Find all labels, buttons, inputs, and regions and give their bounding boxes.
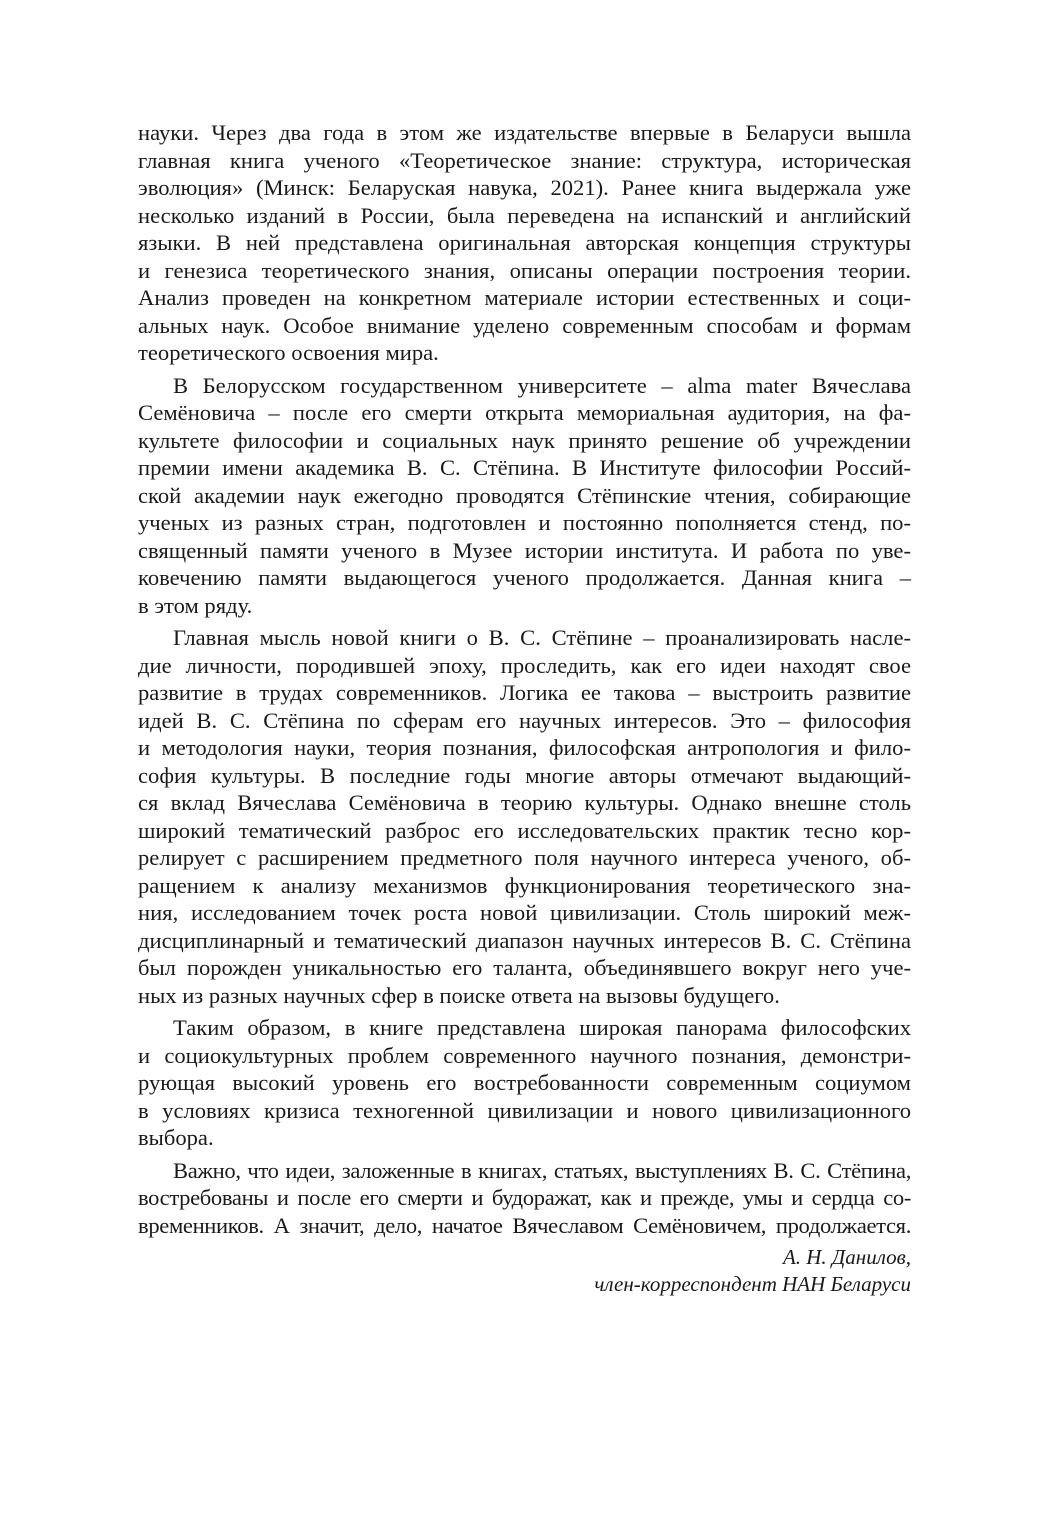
paragraph-4 xyxy=(138,1014,911,1152)
text-line: дие личности, породившей эпоху, проследить, как его идеи находят свое xyxy=(138,652,911,678)
text-line: премии имени академика В. С. Стёпина. В Институте философии Россий- xyxy=(138,455,911,480)
text-line: священный памяти ученого в Музее истории института. И работа по уве- xyxy=(138,537,911,563)
text-line: ращением к анализу механизмов функционирования теоретического зна- xyxy=(138,872,911,898)
text-line: языки. В ней представлена оригинальная авторская концепция структуры xyxy=(138,230,911,255)
text-line: в этом ряду. xyxy=(138,592,253,618)
text-line: эволюция» (Минск: Беларуская навука, 2021). Ранее книга выдержала уже xyxy=(138,175,911,200)
text-line: дисциплинарный и тематический диапазон научных интересов В. С. Стёпина xyxy=(138,927,911,953)
text-line: Семёновича – после его смерти открыта мемориальная аудитория, на фа- xyxy=(138,400,911,425)
text-line: ных из разных научных сфер в поиске ответа на вызовы будущего. xyxy=(138,982,780,1008)
document-page xyxy=(138,119,911,1298)
text-line: и методология науки, теория познания, философская антропология и фило- xyxy=(138,735,911,760)
text-line: культете философии и социальных наук принято решение об учреждении xyxy=(138,427,911,453)
text-line: релирует с расширением предметного поля научного интереса ученого, об- xyxy=(138,845,911,870)
text-line: ковечению памяти выдающегося ученого продолжается. Данная книга – xyxy=(138,565,911,590)
text-line: широкий тематический разброс его исследовательских практик тесно кор- xyxy=(138,817,911,843)
text-line: главная книга ученого «Теоретическое знание: структура, историческая xyxy=(138,147,911,173)
text-line: несколько изданий в России, была переведена на испанский и английский xyxy=(138,202,911,228)
text-line: В Белорусском государственном университете – alma mater Вячеслава xyxy=(173,372,911,398)
text-line: Главная мысль новой книги о В. С. Стёпине – проанализировать насле- xyxy=(173,625,911,650)
text-line: Таким образом, в книге представлена широкая панорама философских xyxy=(173,1015,911,1040)
text-line: был порожден уникальностью его таланта, объединявшего вокруг него уче- xyxy=(138,955,911,980)
text-line: ученых из разных стран, подготовлен и постоянно пополняется стенд, по- xyxy=(138,510,911,535)
text-line: в условиях кризиса техногенной цивилизации и нового цивилизационного xyxy=(138,1097,911,1123)
text-line: востребованы и после его смерти и будоражат, как и прежде, умы и сердца со- xyxy=(138,1185,911,1210)
paragraph-2 xyxy=(138,372,911,620)
paragraph-3 xyxy=(138,624,911,1009)
text-line: софия культуры. В последние годы многие авторы отмечают выдающий- xyxy=(138,762,911,788)
text-line: теоретического освоения мира. xyxy=(138,340,439,365)
text-line: выбора. xyxy=(138,1125,214,1150)
text-line: ской академии наук ежегодно проводятся Стёпинские чтения, собирающие xyxy=(138,482,911,508)
text-line: альных наук. Особое внимание уделено современным способам и формам xyxy=(138,312,911,338)
paragraph-1 xyxy=(138,119,911,367)
text-line: ния, исследованием точек роста новой цивилизации. Столь широкий меж- xyxy=(138,900,911,925)
text-line: ся вклад Вячеслава Семёновича в теорию культуры. Однако внешне столь xyxy=(138,790,911,815)
text-line: идей В. С. Стёпина по сферам его научных интересов. Это – философия xyxy=(138,707,911,733)
text-line: Важно, что идеи, заложенные в книгах, статьях, выступлениях В. С. Стёпина, xyxy=(173,1157,911,1183)
text-line: и генезиса теоретического знания, описаны операции построения теории. xyxy=(138,257,911,283)
text-line: и социокультурных проблем современного научного познания, демонстри- xyxy=(138,1042,911,1068)
signature-block xyxy=(138,1244,911,1298)
author-title: член-корреспондент НАН Беларуси xyxy=(594,1272,911,1296)
text-line: науки. Через два года в этом же издательстве впервые в Беларуси вышла xyxy=(138,120,911,145)
paragraph-5 xyxy=(138,1157,911,1240)
text-line: временников. А значит, дело, начатое Вячеславом Семёновичем, продолжается. xyxy=(138,1212,911,1238)
author-name: А. Н. Данилов, xyxy=(782,1245,911,1269)
text-line: рующая высокий уровень его востребованности современным социумом xyxy=(138,1070,911,1095)
text-line: развитие в трудах современников. Логика ее такова – выстроить развитие xyxy=(138,680,911,705)
text-line: Анализ проведен на конкретном материале истории естественных и соци- xyxy=(138,285,911,310)
